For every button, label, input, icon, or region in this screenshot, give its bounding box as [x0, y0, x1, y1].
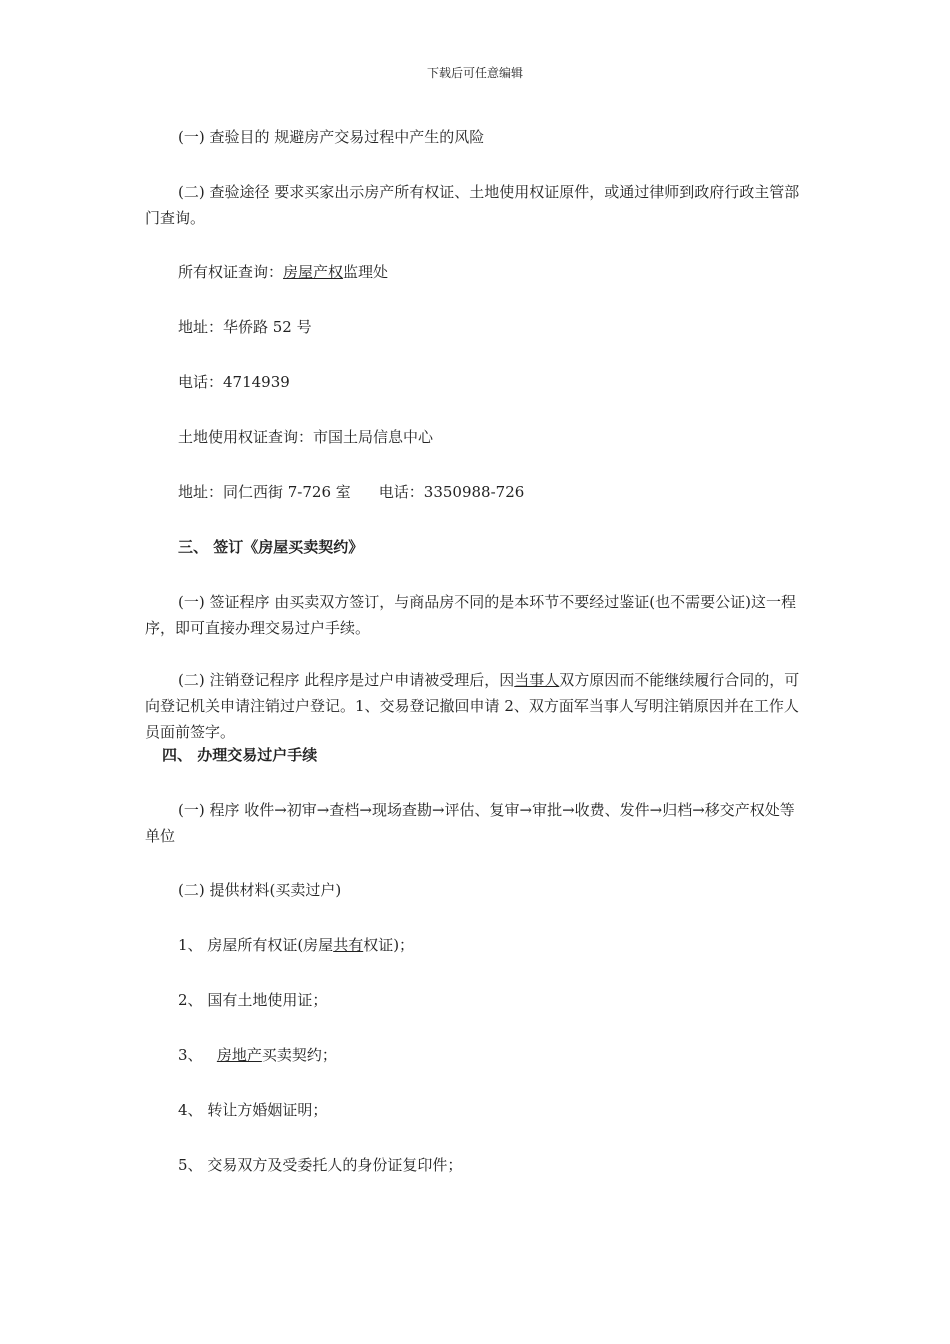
para-procedure-flow: (一) 程序 收件→初审→查档→现场查勘→评估、复审→审批→收费、发件→归档→移交产权处等单位 [145, 801, 795, 845]
text: 所有权证查询： [178, 263, 284, 281]
list-item [145, 987, 805, 1013]
para-inspection-method: (二) 查验途径 要求买家出示房产所有权证、土地使用权证原件，或通过律师到政府行政主管部门查询。 [145, 183, 800, 227]
para-signing-procedure: (一) 签证程序 由买卖双方签订，与商品房不同的是本环节不要经过鉴证(也不需要公证)这一程序，即可直接办理交易过户手续。 [145, 593, 796, 637]
text: 监理处 [343, 263, 389, 281]
list-number: 3、 [178, 1046, 203, 1064]
link-real-estate[interactable]: 房地产 [216, 1046, 262, 1064]
heading-section-4: 四、 办理交易过户手续 [162, 746, 318, 764]
link-property-rights[interactable]: 房屋产权 [283, 263, 344, 281]
para-materials: (二) 提供材料(买卖过户) [178, 881, 342, 899]
list-item [145, 932, 805, 958]
text: 房屋所有权证(房屋 [207, 936, 334, 954]
para-land-query: 土地使用权证查询：市国土局信息中心 [178, 428, 434, 446]
para-inspection-purpose: (一) 查验目的 规避房产交易过程中产生的风险 [178, 128, 485, 146]
text: 国有土地使用证； [207, 991, 328, 1009]
text: 转让方婚姻证明； [207, 1101, 328, 1119]
list-item [145, 1097, 805, 1123]
list-number: 4、 [178, 1101, 203, 1119]
para-land-address [145, 479, 805, 505]
text: 权证)； [363, 936, 415, 954]
para-title-query [145, 259, 805, 285]
page-header: 下载后可任意编辑 [426, 66, 523, 80]
para-address: 地址：华侨路 52 号 [178, 318, 312, 336]
link-party[interactable]: 当事人 [514, 671, 560, 689]
list-item [145, 1042, 805, 1068]
para-phone: 电话：4714939 [178, 373, 290, 391]
address-text: 地址：同仁西街 7-726 室 [178, 483, 351, 501]
list-item [145, 1152, 805, 1178]
phone-text: 电话：3350988-726 [378, 483, 525, 501]
para-cancellation-procedure [145, 667, 805, 745]
link-joint-ownership[interactable]: 共有 [333, 936, 364, 954]
list-number: 1、 [178, 936, 203, 954]
list-number: 2、 [178, 991, 203, 1009]
heading-section-3: 三、 签订《房屋买卖契约》 [178, 538, 364, 556]
text: 买卖契约； [261, 1046, 337, 1064]
text: (二) 注销登记程序 此程序是过户申请被受理后，因 [178, 671, 515, 689]
text: 交易双方及受委托人的身份证复印件； [207, 1156, 463, 1174]
text: 双方原因而不能继续履行合同的，可向登记机关申请注销过户登记。1、交易登记撤回申请 2、双方面军当事人写明注销原因并在工作人员面前签字。 [145, 671, 800, 741]
list-number: 5、 [178, 1156, 203, 1174]
